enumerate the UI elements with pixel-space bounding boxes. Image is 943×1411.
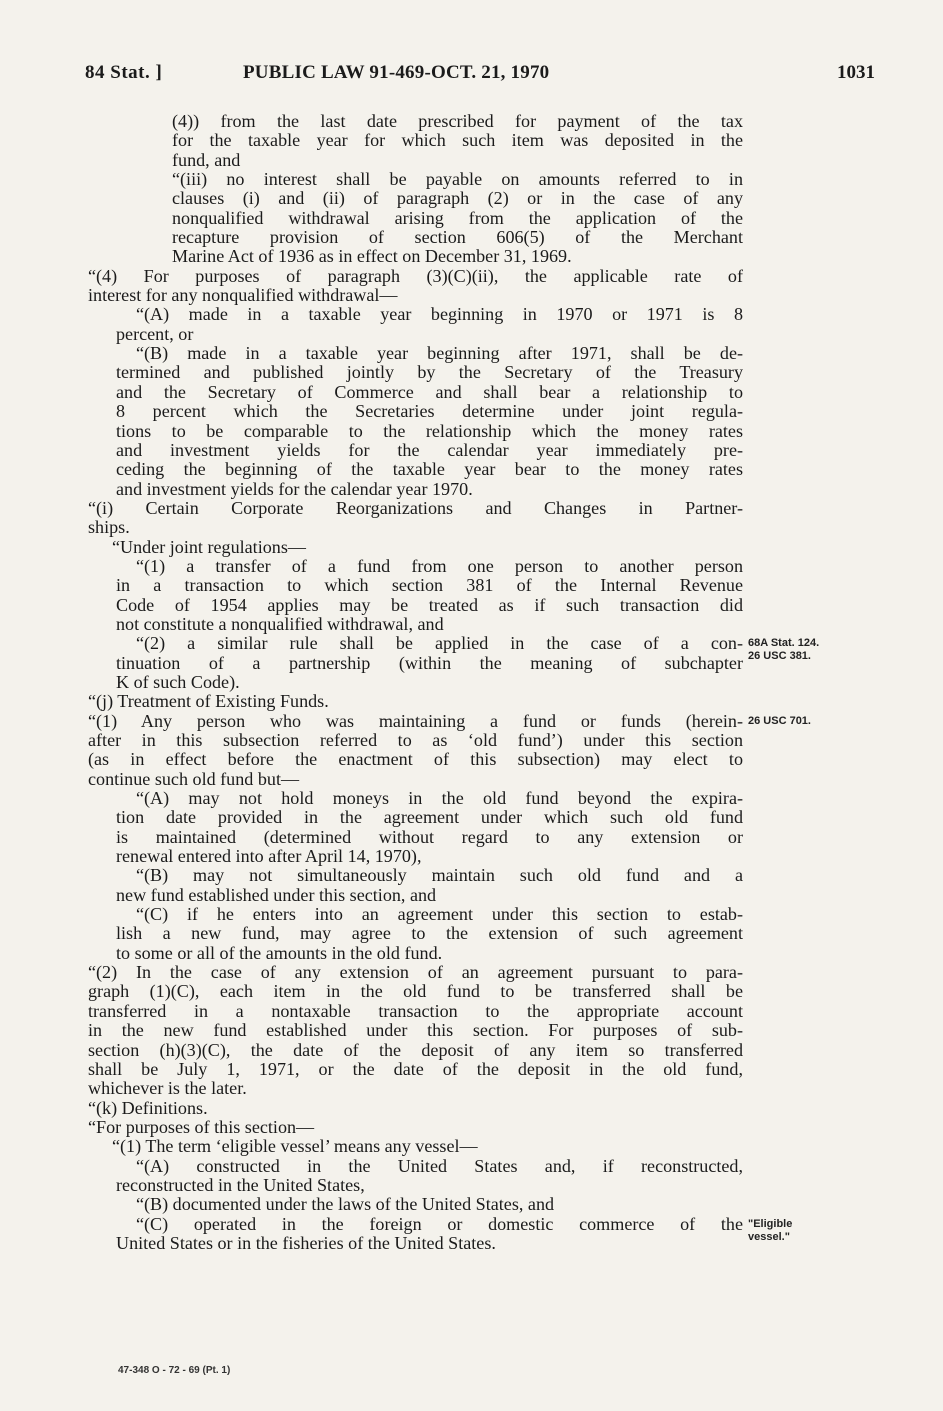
paragraph (88, 1157, 743, 1196)
text-line: “(A) made in a taxable year beginning in 1970 or 1971 is 8 (136, 305, 743, 325)
paragraph (88, 905, 743, 963)
text-line: “(A) constructed in the United States and, if reconstructed, (136, 1156, 743, 1176)
text-line: renewal entered into after April 14, 1970), (116, 847, 422, 867)
text-line: “(A) may not hold moneys in the old fund beyond the expira- (136, 789, 743, 809)
text-line: interest for any nonqualified withdrawal— (88, 286, 398, 306)
text-line: ships. (88, 518, 130, 538)
text-line: nonqualified withdrawal arising from the application of the (172, 208, 743, 228)
text-line: graph (1)(C), each item in the old fund to be transferred shall be (88, 982, 743, 1002)
text-line: and investment yields for the calendar year immediately pre- (116, 440, 743, 460)
text-line: 8 percent which the Secretaries determine under joint regula- (116, 402, 743, 422)
text-line: tions to be comparable to the relationship which the money rates (116, 421, 743, 441)
margin-note (748, 715, 868, 728)
text-line: (as in effect before the enactment of this subsection) may elect to (88, 750, 743, 770)
text-line: “(C) if he enters into an agreement under this section to estab- (136, 905, 743, 925)
text-line: percent, or (116, 324, 194, 344)
text-line: “(2) In the case of any extension of an agreement pursuant to para- (88, 963, 743, 983)
text-line: ceding the beginning of the taxable year bear to the money rates (116, 460, 743, 480)
text-line: “Under joint regulations— (112, 537, 306, 557)
text-line: and investment yields for the calendar year 1970. (116, 479, 473, 499)
text-line: Marine Act of 1936 as in effect on December 31, 1969. (172, 247, 572, 267)
text-line: section (h)(3)(C), the date of the deposit of any item so transferred (88, 1040, 743, 1060)
statute-reference: 84 Stat. ] (85, 62, 163, 83)
paragraph (88, 1195, 743, 1214)
margin-note (748, 1218, 868, 1244)
paragraph (88, 305, 743, 344)
text-line: lish a new fund, may agree to the extension of such agreement (116, 924, 743, 944)
text-line: “(iii) no interest shall be payable on amounts referred to in (172, 170, 743, 190)
paragraph (88, 963, 743, 1098)
margin-note-line: "Eligible (748, 1217, 793, 1230)
text-line: after in this subsection referred to as ‘old fund’) under this section (88, 731, 743, 750)
paragraph (88, 1099, 743, 1118)
margin-note (748, 637, 868, 663)
paragraph (88, 866, 743, 905)
paragraph (88, 499, 743, 538)
text-line: “(B) documented under the laws of the United States, and (136, 1195, 555, 1215)
text-line: “(2) a similar rule shall be applied in the case of a con- (136, 634, 743, 654)
paragraph (88, 112, 743, 170)
text-line: “(k) Definitions. (88, 1098, 208, 1118)
paragraph (88, 170, 743, 267)
margin-note-line: vessel." (748, 1230, 790, 1243)
text-line: new fund established under this section, and (116, 885, 437, 905)
text-line: and the Secretary of Commerce and shall bear a relationship to (116, 382, 743, 402)
text-line: “(1) a transfer of a fund from one person to another person (136, 556, 743, 576)
margin-note-line: 26 USC 701. (748, 714, 811, 727)
text-line: “(C) operated in the foreign or domestic commerce of the (136, 1214, 743, 1234)
text-line: United States or in the fisheries of the United States. (116, 1233, 496, 1253)
paragraph (88, 692, 743, 711)
text-line: Code of 1954 applies may be treated as if such transaction did (116, 595, 743, 615)
text-line: transferred in a nontaxable transaction to the appropriate account (88, 1001, 743, 1021)
text-line: reconstructed in the United States, (116, 1175, 365, 1195)
paragraph (88, 712, 743, 789)
body-text (88, 112, 743, 1253)
text-line: in a transaction to which section 381 of the Internal Revenue (116, 576, 743, 596)
page-title: PUBLIC LAW 91-469-OCT. 21, 1970 (243, 62, 550, 83)
text-line: fund, and (172, 150, 241, 170)
text-line: recapture provision of section 606(5) of the Merchant (172, 228, 743, 248)
text-line: “(j) Treatment of Existing Funds. (88, 692, 329, 712)
text-line: (4)) from the last date prescribed for payment of the tax (172, 112, 743, 131)
margin-note-line: 68A Stat. 124. (748, 637, 820, 650)
text-line: K of such Code). (116, 672, 240, 692)
paragraph (88, 789, 743, 866)
text-line: tinuation of a partnership (within the meaning of subchapter (116, 653, 743, 673)
text-line: whichever is the later. (88, 1079, 247, 1099)
text-line: in the new fund established under this section. For purposes of sub- (88, 1021, 743, 1041)
text-line: continue such old fund but— (88, 769, 300, 789)
text-line: “(B) may not simultaneously maintain such old fund and a (136, 866, 743, 886)
margin-note-line: 26 USC 381. (748, 650, 811, 663)
text-line: clauses (i) and (ii) of paragraph (2) or in the case of any (172, 189, 743, 209)
footer-code: 47-348 O - 72 - 69 (Pt. 1) (118, 1365, 231, 1376)
paragraph (88, 1137, 743, 1156)
text-line: termined and published jointly by the Secretary of the Treasury (116, 363, 743, 383)
text-line: shall be July 1, 1971, or the date of the deposit in the old fund, (88, 1059, 743, 1079)
text-line: tion date provided in the agreement under which such old fund (116, 808, 743, 828)
text-line: “For purposes of this section— (88, 1117, 315, 1137)
text-line: to some or all of the amounts in the old fund. (116, 943, 443, 963)
paragraph (88, 344, 743, 499)
paragraph (88, 1215, 743, 1254)
paragraph (88, 634, 743, 692)
text-line: “(i) Certain Corporate Reorganizations and Changes in Partner- (88, 498, 743, 518)
text-line: “(4) For purposes of paragraph (3)(C)(ii), the applicable rate of (88, 266, 743, 286)
text-line: “(1) The term ‘eligible vessel’ means any vessel— (112, 1137, 478, 1157)
page-number: 1031 (837, 62, 875, 83)
text-line: “(B) made in a taxable year beginning after 1971, shall be de- (136, 344, 743, 364)
paragraph (88, 1118, 743, 1137)
text-line: “(1) Any person who was maintaining a fund or funds (herein- (88, 711, 743, 731)
paragraph (88, 557, 743, 634)
paragraph (88, 267, 743, 306)
text-line: is maintained (determined without regard to any extension or (116, 827, 743, 847)
page-header (85, 62, 875, 92)
paragraph (88, 538, 743, 557)
text-line: not constitute a nonqualified withdrawal, and (116, 614, 444, 634)
text-line: for the taxable year for which such item was deposited in the (172, 131, 743, 151)
